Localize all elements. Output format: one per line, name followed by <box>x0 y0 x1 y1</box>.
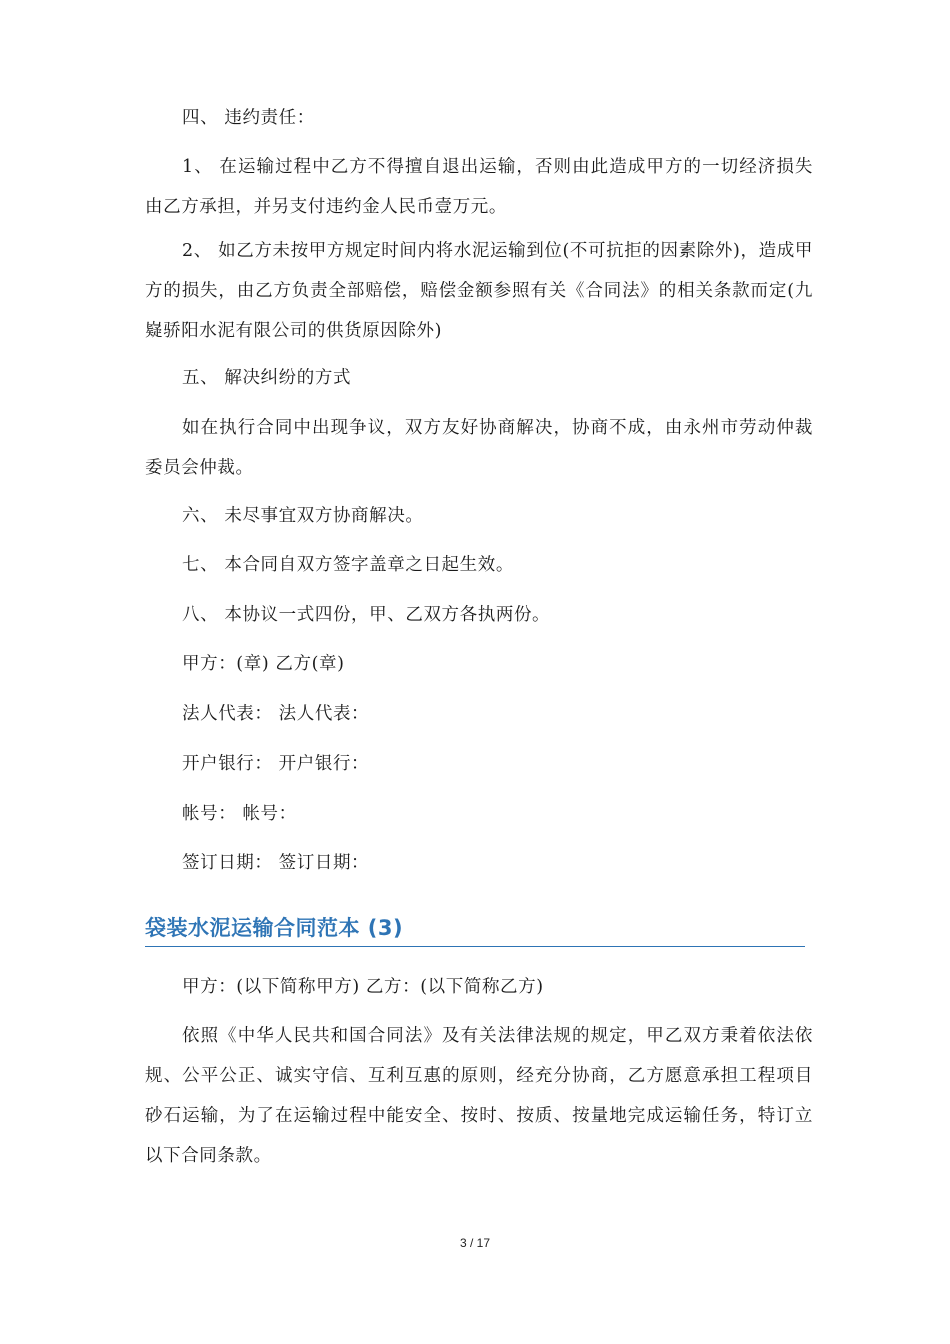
section-4-item-2: 2、 如乙方未按甲方规定时间内将水泥运输到位(不可抗拒的因素除外)，造成甲方的损失，由乙方负责全部赔偿，赔偿金额参照有关《合同法》的相关条款而定(九嶷骄阳水泥有限公司的供货原因除外) <box>145 241 813 341</box>
section-5-body: 如在执行合同中出现争议，双方友好协商解决，协商不成，由永州市劳动仲裁委员会仲裁。 <box>145 418 813 478</box>
signature-bank: 开户银行： 开户银行： <box>182 754 370 774</box>
signature-date: 签订日期： 签订日期： <box>182 853 370 873</box>
section-7: 七、 本合同自双方签字盖章之日起生效。 <box>182 555 514 575</box>
section-8: 八、 本协议一式四份，甲、乙双方各执两份。 <box>182 605 551 625</box>
signature-parties: 甲方：(章) 乙方(章) <box>182 654 345 674</box>
page-number: 3 / 17 <box>459 1236 491 1250</box>
contract-3-heading: 袋装水泥运输合同范本 (3) <box>145 910 805 947</box>
section-4-title: 四、 违约责任： <box>182 108 315 128</box>
signature-account: 帐号： 帐号： <box>182 804 297 824</box>
signature-representative: 法人代表： 法人代表： <box>182 704 370 724</box>
section-5-title: 五、 解决纠纷的方式 <box>182 368 352 388</box>
section-6: 六、 未尽事宜双方协商解决。 <box>182 506 424 526</box>
section-4-item-1: 1、 在运输过程中乙方不得擅自退出运输，否则由此造成甲方的一切经济损失由乙方承担，并另支付违约金人民币壹万元。 <box>145 157 813 217</box>
contract-3-parties: 甲方：(以下简称甲方) 乙方：(以下简称乙方) <box>182 977 544 997</box>
contract-3-intro: 依照《中华人民共和国合同法》及有关法律法规的规定，甲乙双方秉着依法依规、公平公正、诚实守信、互利互惠的原则，经充分协商，乙方愿意承担工程项目砂石运输，为了在运输过程中能安全、按时、按质、按量地完成运输任务，特订立以下合同条款。 <box>145 1026 813 1166</box>
